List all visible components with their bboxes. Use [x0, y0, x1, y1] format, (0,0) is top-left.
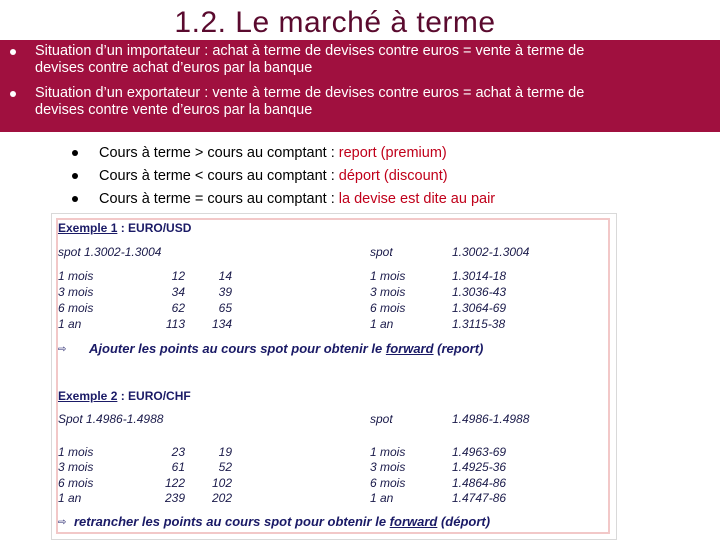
ex2-period: 1 an: [58, 491, 82, 505]
ex1-period: 6 mois: [58, 301, 94, 315]
ex1-fwd-label: 1 an: [370, 317, 394, 331]
ex1-period: 1 an: [58, 317, 82, 331]
example2-spot-value: 1.4986-1.4988: [452, 412, 530, 426]
bullet-dot-icon: [10, 49, 16, 55]
ex1-fwd: 1.3064-69: [452, 301, 507, 315]
ex2-bid: 23: [171, 445, 185, 459]
example1-spot: spot 1.3002-1.3004: [58, 245, 162, 259]
ex1-ask: 134: [211, 317, 232, 331]
example1-spot-label: spot: [370, 245, 393, 259]
ex2-bid: 122: [164, 476, 185, 490]
ex2-fwd-label: 1 mois: [370, 445, 406, 459]
example2-spot-label: spot: [370, 412, 393, 426]
example1-heading: Exemple 1 : EURO/USD: [58, 221, 192, 235]
arrow-right-icon: ⇨: [58, 344, 67, 355]
examples-frame: [56, 218, 610, 534]
ex1-period: 1 mois: [58, 269, 94, 283]
ex2-fwd: 1.4925-36: [452, 460, 507, 474]
ex2-fwd-label: 1 an: [370, 491, 394, 505]
slide-title: 1.2. Le marché à terme: [174, 6, 496, 39]
bullet-dot-icon: [72, 173, 78, 179]
sub-bullet-report: Cours à terme > cours au comptant : report (premium): [72, 143, 447, 163]
ex2-bid: 239: [164, 491, 185, 505]
bullet-dot-icon: [72, 196, 78, 202]
ex2-fwd: 1.4747-86: [452, 491, 507, 505]
example2-note: retrancher les points au cours spot pour obtenir le forward (déport): [74, 514, 491, 529]
examples-panel: [51, 213, 617, 540]
ex1-fwd: 1.3036-43: [452, 285, 507, 299]
ex1-ask: 39: [218, 285, 232, 299]
bullet-dot-icon: [10, 91, 16, 97]
arrow-right-icon: ⇨: [58, 517, 67, 528]
ex1-bid: 34: [171, 285, 185, 299]
sub-bullet-pair: Cours à terme = cours au comptant : la devise est dite au pair: [72, 189, 495, 209]
ex2-period: 1 mois: [58, 445, 94, 459]
ex1-bid: 62: [171, 301, 185, 315]
ex1-fwd: 1.3115-38: [452, 317, 506, 331]
ex2-period: 3 mois: [58, 460, 94, 474]
ex2-ask: 202: [211, 491, 232, 505]
ex2-fwd-label: 6 mois: [370, 476, 406, 490]
sub-bullet-deport: Cours à terme < cours au comptant : déport (discount): [72, 166, 448, 186]
ex1-fwd: 1.3014-18: [452, 269, 507, 283]
ex1-ask: 65: [218, 301, 232, 315]
ex2-ask: 19: [218, 445, 232, 459]
ex2-fwd: 1.4864-86: [452, 476, 507, 490]
ex2-period: 6 mois: [58, 476, 94, 490]
example2-spot: Spot 1.4986-1.4988: [58, 412, 164, 426]
ex2-fwd-label: 3 mois: [370, 460, 406, 474]
ex1-fwd-label: 1 mois: [370, 269, 406, 283]
ex1-fwd-label: 3 mois: [370, 285, 406, 299]
example1-note: Ajouter les points au cours spot pour obtenir le forward (report): [89, 341, 484, 356]
ex2-fwd: 1.4963-69: [452, 445, 507, 459]
ex1-period: 3 mois: [58, 285, 94, 299]
ex1-ask: 14: [218, 269, 232, 283]
ex2-ask: 102: [211, 476, 232, 490]
ex1-bid: 113: [165, 317, 185, 331]
example1-spot-value: 1.3002-1.3004: [452, 245, 530, 259]
ex2-bid: 61: [171, 460, 185, 474]
example2-heading: Exemple 2 : EURO/CHF: [58, 389, 191, 403]
definition-banner: Situation d’un importateur : achat à terme de devises contre euros = vente à terme de devises contre achat d’euros par la banque Situation d’un exportateur : vente à terme de devises contre euros = achat à terme de devises contre vente d’euros par la banque: [0, 40, 720, 132]
ex1-fwd-label: 6 mois: [370, 301, 406, 315]
ex2-ask: 52: [218, 460, 232, 474]
ex1-bid: 12: [171, 269, 185, 283]
bullet-dot-icon: [72, 150, 78, 156]
